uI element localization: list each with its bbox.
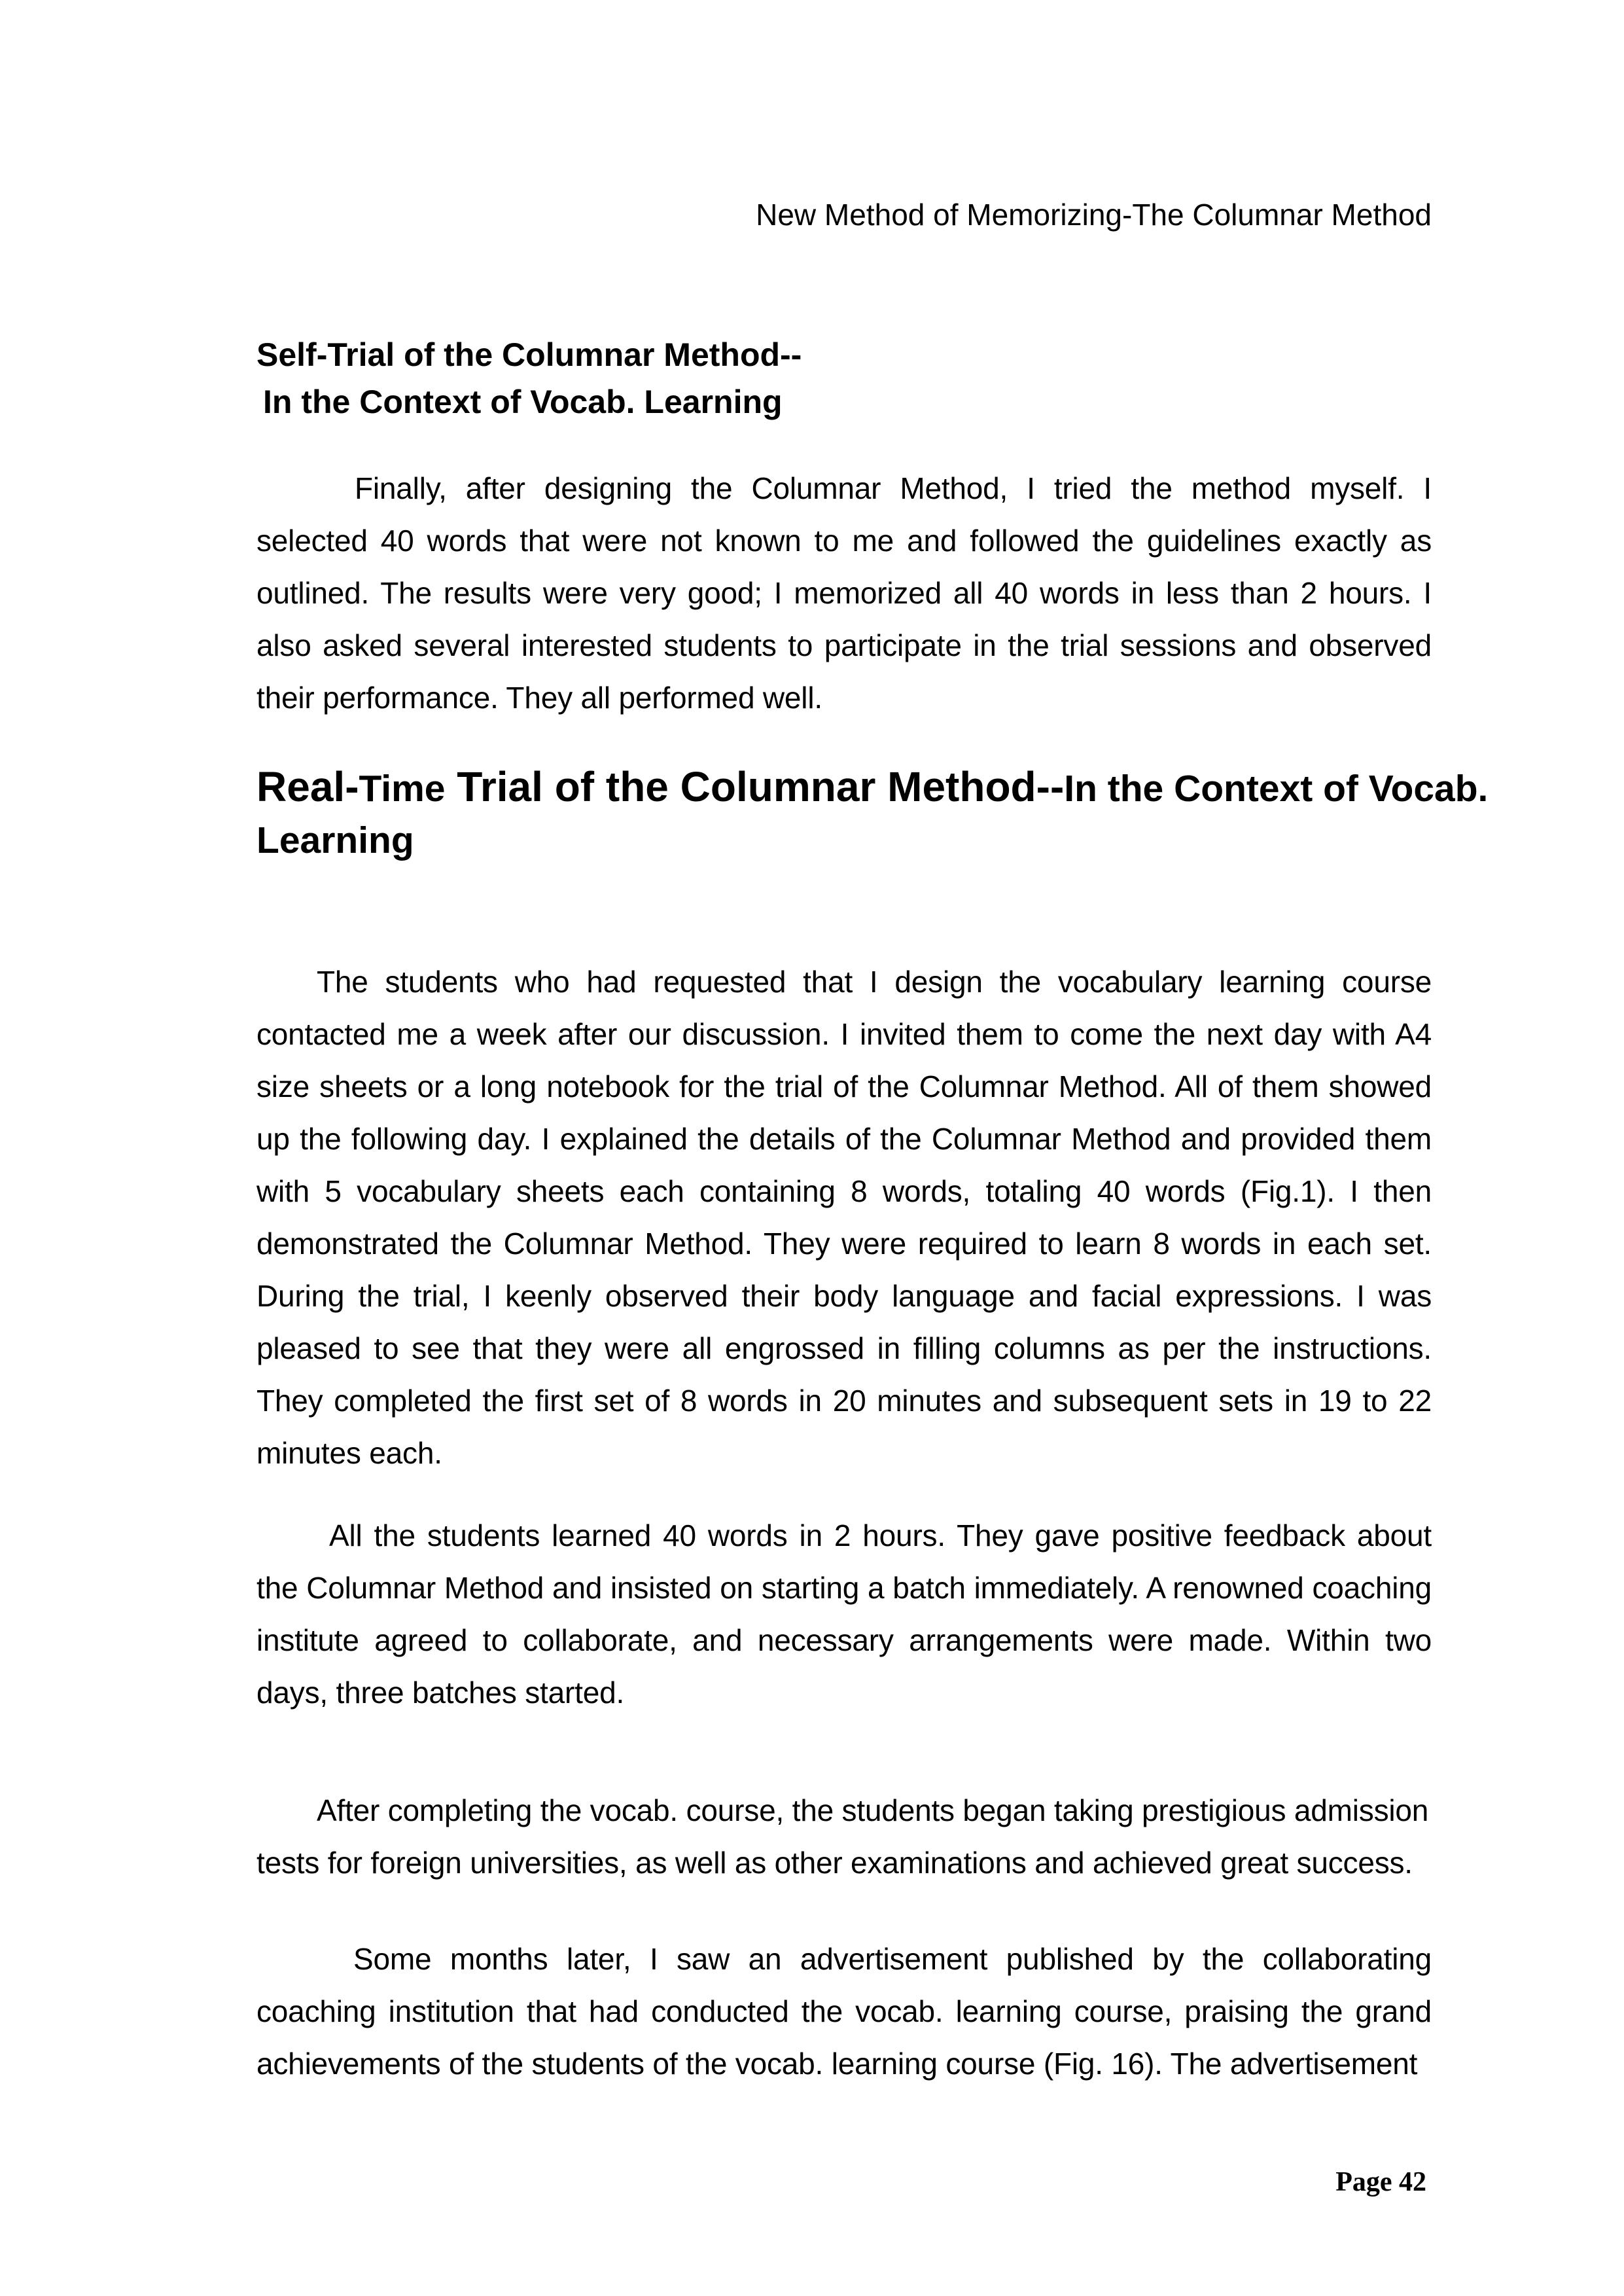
heading-self-trial	[256, 331, 1432, 425]
page-number: Page 42	[1335, 2167, 1426, 2197]
heading-segment: In the Context of Vocab.	[1064, 768, 1489, 810]
paragraph-feedback: All the students learned 40 words in 2 hours. They gave positive feedback about the Columnar Method and insisted on starting a batch immediately. A renowned coaching institute agreed to collaborate, and necessary arrangements were made. Within two days, three batches started.	[256, 1518, 1432, 1710]
heading-real-time-line2	[256, 819, 1432, 871]
paragraph-after-course: After completing the vocab. course, the students began taking prestigious admission tests for foreign universities, as well as other examinations and achieved great success.	[256, 1793, 1429, 1880]
heading-self-trial-line2: In the Context of Vocab. Learning	[263, 384, 783, 420]
heading-segment: Trial of the Columnar Method--	[445, 763, 1065, 810]
content-area	[256, 188, 1489, 2090]
heading-segment: Time	[359, 768, 446, 810]
heading-segment: Learning	[256, 819, 414, 861]
heading-self-trial-line1: Self-Trial of the Columnar Method--	[256, 336, 802, 373]
heading-segment: Real-	[256, 763, 359, 810]
paragraph-advertisement: Some months later, I saw an advertisement published by the collaborating coaching institution that had conducted the vocab. learning course, praising the grand achievements of the students of the vocab. learning course (Fig. 16). The advertisement	[256, 1942, 1432, 2081]
running-header: New Method of Memorizing-The Columnar Method	[756, 198, 1432, 232]
heading-real-time-line1	[256, 763, 1489, 819]
paragraph-self-trial: Finally, after designing the Columnar Method, I tried the method myself. I selected 40 words that were not known to me and followed the guidelines exactly as outlined. The results were very good; I memorized all 40 words in less than 2 hours. I also asked several interested students to participate in the trial sessions and observed their performance. They all performed well.	[256, 471, 1432, 715]
heading-real-time	[256, 763, 1489, 871]
paragraph-real-time-trial: The students who had requested that I design the vocabulary learning course contacted me a week after our discussion. I invited them to come the next day with A4 size sheets or a long notebook for the trial of the Columnar Method. All of them showed up the following day. I explained the details of the Columnar Method and provided them with 5 vocabulary sheets each containing 8 words, totaling 40 words (Fig.1). I then demonstrated the Columnar Method. They were required to learn 8 words in each set. During the trial, I keenly observed their body language and facial expressions. I was pleased to see that they were all engrossed in filling columns as per the instructions. They completed the first set of 8 words in 20 minutes and subsequent sets in 19 to 22 minutes each.	[256, 965, 1432, 1470]
